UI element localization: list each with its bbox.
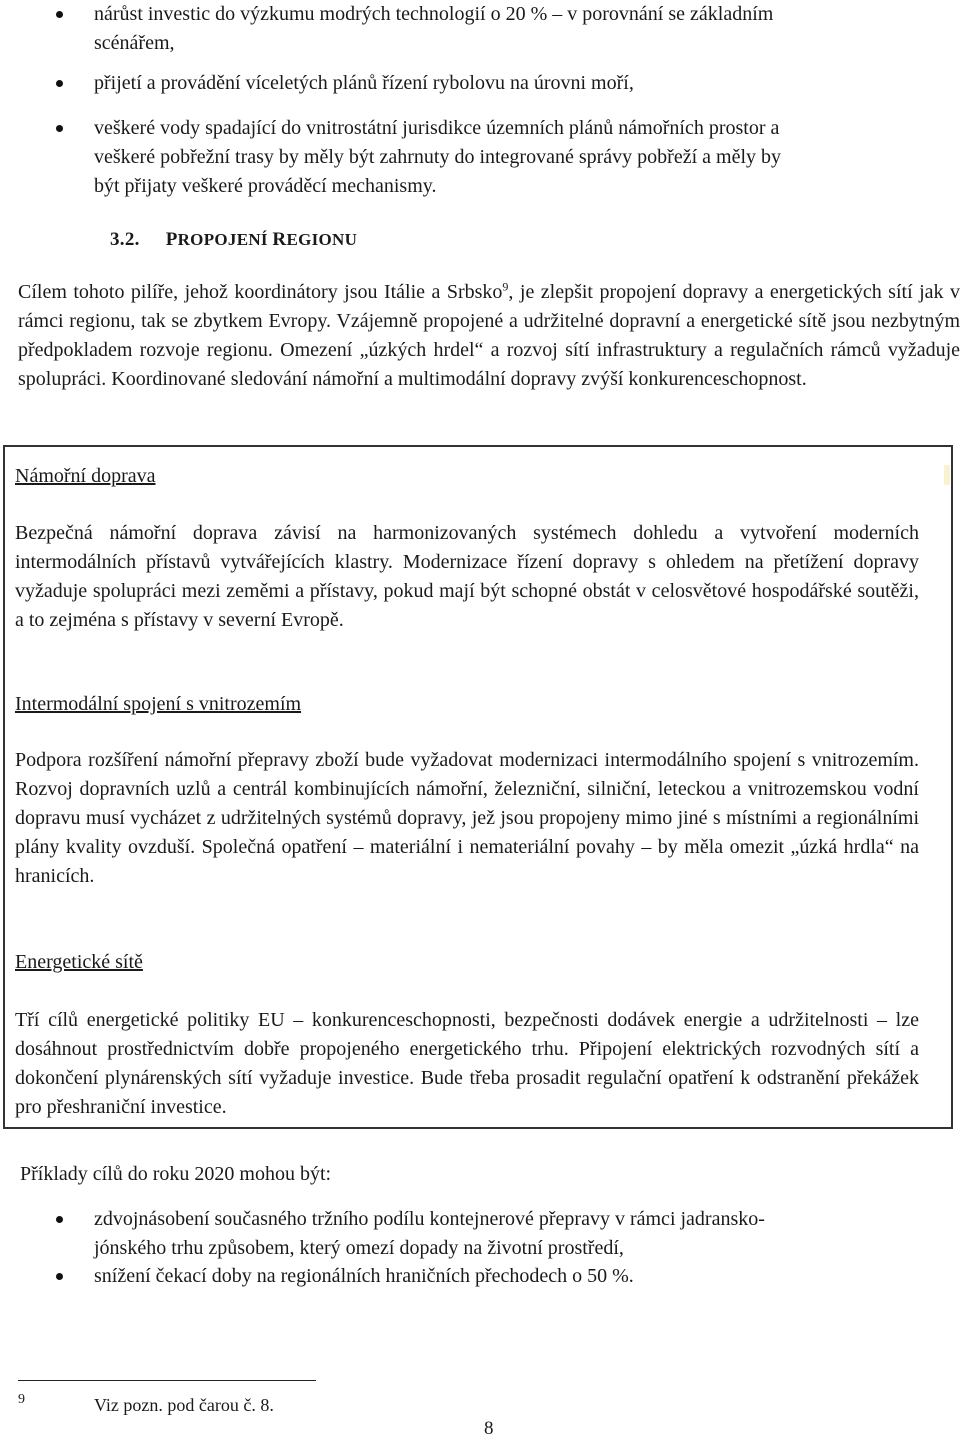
page-number: 8 [484,1418,494,1439]
footnote-text: Viz pozn. pod čarou č. 8. [94,1395,274,1415]
bullet-line: přijetí a provádění víceletých plánů řízení rybolovu na úrovni moří, [94,72,634,94]
footnote-ref[interactable]: 9 [502,279,509,294]
bullet-icon [56,1216,63,1223]
bullet-icon [56,1273,63,1280]
intro-paragraph [18,278,960,394]
subsection-heading: Intermodální spojení s vnitrozemím [15,693,302,715]
bullet-line: být přijaty veškeré prováděcí mechanismy. [94,175,437,197]
examples-intro: Příklady cílů do roku 2020 mohou být: [20,1163,332,1185]
bullet-icon [56,80,63,87]
subsection-paragraph: Podpora rozšíření námořní přepravy zboží bude vyžadovat modernizaci intermodálního spojení s vnitrozemím. Rozvoj dopravních uzlů a centrál kombinujících námořní, železniční, silniční, leteckou a vnitrozemskou vodní dopravu musí vycházet z udržitelných systémů dopravy, jež jsou propojeny mimo jiné s místními a regionálními plány kvality ovzduší. Společná opatření – materiální i nemateriální povahy – by měla omezit „úzká hrdla“ na hranicích. [15,749,919,887]
list-item [94,1262,958,1291]
footnote-number: 9 [18,1392,25,1407]
bullet-line: snížení čekací doby na regionálních hraničních přechodech o 50 %. [94,1265,634,1287]
subsection-paragraph: Tří cílů energetické politiky EU – konkurenceschopnosti, bezpečnosti dodávek energie a udržitelnosti – lze dosáhnout prostřednictvím dobře propojeného energetického trhu. Připojení elektrických rozvodných sítí a dokončení plynárenských sítí vyžaduje investice. Bude třeba prosadit regulační opatření k odstranění překážek pro přeshraniční investice. [15,1009,919,1118]
list-item [94,114,958,201]
intro-text: Cílem tohoto pilíře, jehož koordinátory jsou Itálie a Srbsko [18,281,503,303]
section-title-part: ROPOJENÍ [177,230,273,249]
bullet-line: veškeré vody spadající do vnitrostátní jurisdikce územních plánů námořních prostor a [94,117,780,139]
subsection-heading: Energetické sítě [15,951,143,973]
footnote-divider [18,1380,316,1381]
list-item [94,69,958,98]
section-number: 3.2. [110,229,140,250]
bullet-line: scénářem, [94,32,175,54]
intro-text: , je zlepšit propojení dopravy a energetických sítí jak v rámci regionu, tak se zbytkem Evropy. Vzájemně propojené a udržitelné dopravní a energetické sítě jsou nezbytným předpokladem rozvoje regionu. Omezení „úzkých hrdel“ a rozvoj sítí infrastruktury a regulačních rámců vyžaduje spolupráci. Koordinované sledování námořní a multimodální dopravy zvýší konkurenceschopnost. [18,281,960,390]
highlight-mark [944,465,950,485]
bullet-icon [56,11,63,18]
list-item [94,1205,958,1263]
bullet-line: jónského trhu způsobem, který omezí dopady na životní prostředí, [94,1237,624,1259]
bullet-line: veškeré pobřežní trasy by měly být zahrnuty do integrované správy pobřeží a měly by [94,146,782,168]
bullet-icon [56,125,63,132]
subsection-heading: Námořní doprava [15,465,156,487]
section-title-part: EGIONU [286,230,358,249]
section-heading [110,229,357,251]
section-title-initial: R [272,229,287,250]
subsection-paragraph: Bezpečná námořní doprava závisí na harmonizovaných systémech dohledu a vytvoření moderních intermodálních přístavů vytvářejících klastry. Modernizace řízení dopravy s ohledem na přetížení dopravy vyžaduje spolupráci mezi zeměmi a přístavy, pokud mají být schopné obstát v celosvětové hospodářské soutěži, a to zejména s přístavy v severní Evropě. [15,522,919,631]
bullet-line: zdvojnásobení současného tržního podílu kontejnerové přepravy v rámci jadransko- [94,1208,765,1230]
section-title-initial: P [165,229,178,250]
list-item [94,0,958,58]
bullet-line: nárůst investic do výzkumu modrých technologií o 20 % – v porovnání se základním [94,3,774,25]
